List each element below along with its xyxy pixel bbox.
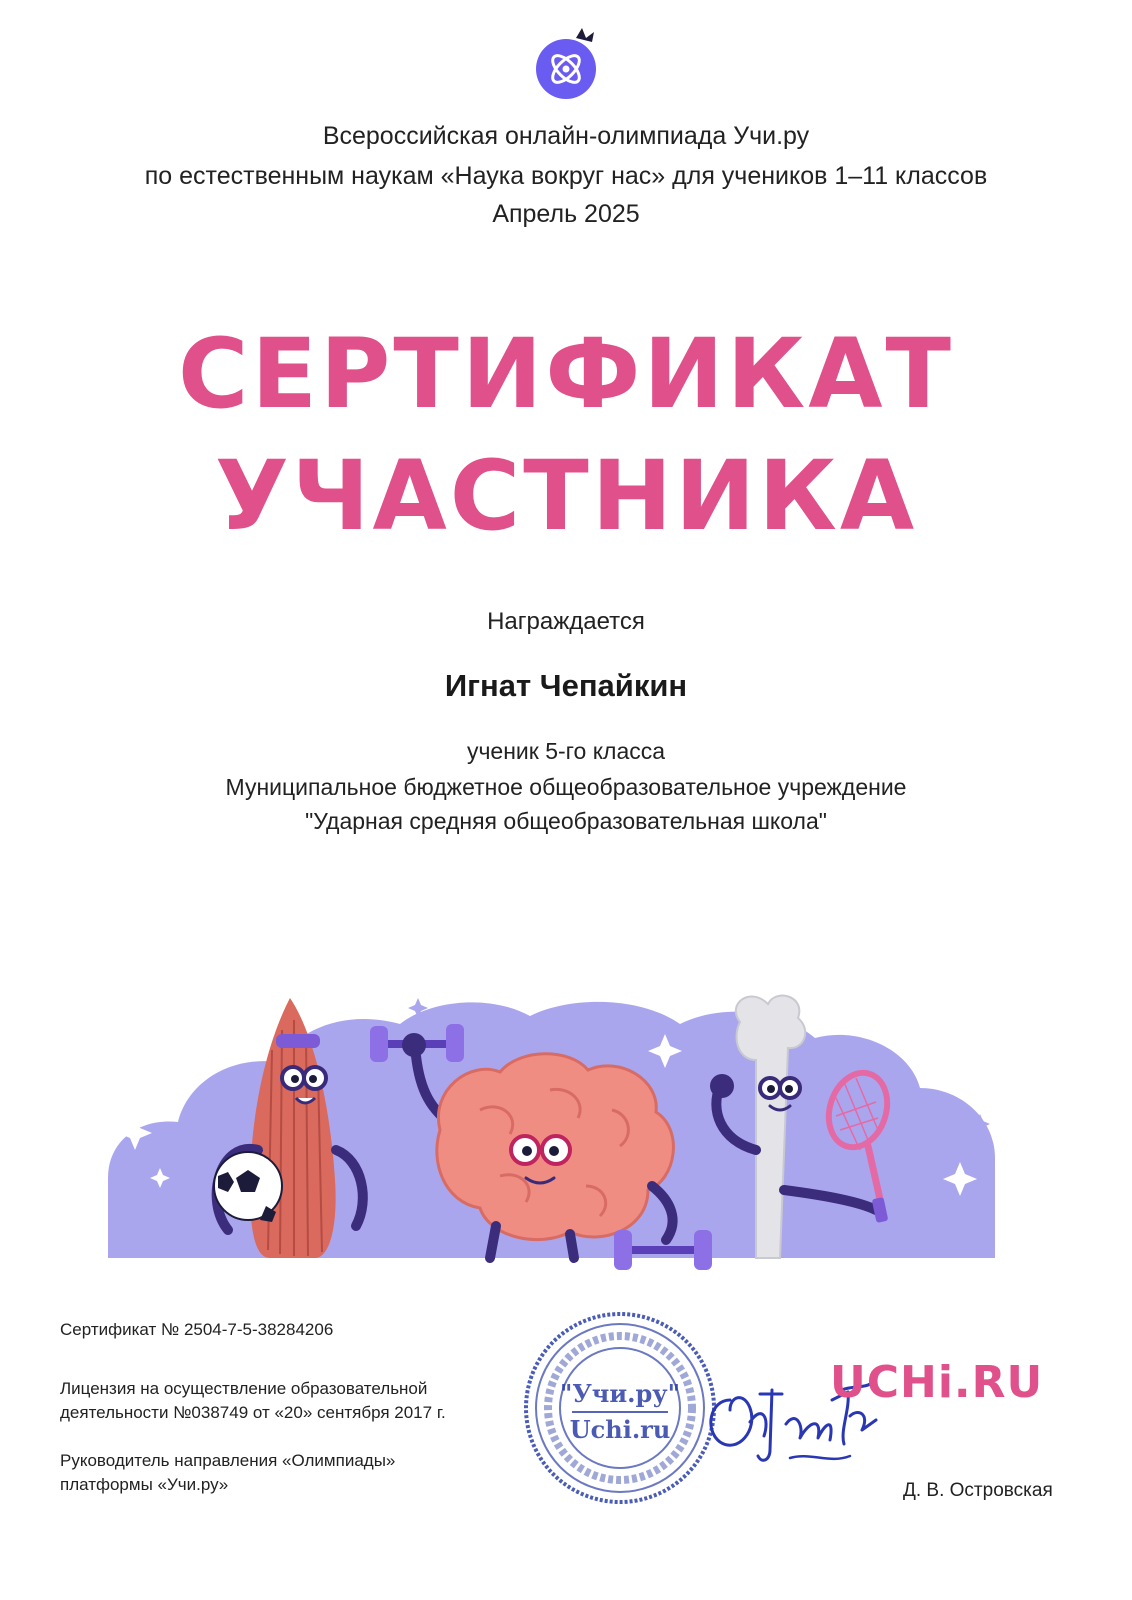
signer-name: Д. В. Островская bbox=[903, 1480, 1053, 1501]
brand-logo: UCHi.RU bbox=[830, 1357, 1044, 1408]
head-title-line-1: Руководитель направления «Олимпиады» bbox=[60, 1451, 396, 1470]
award-label: Награждается bbox=[487, 608, 645, 635]
atom-logo-icon bbox=[532, 26, 604, 100]
license-line-2: деятельности №038749 от «20» сентября 2017 г. bbox=[60, 1403, 446, 1422]
certificate-subtitle: УЧАСТНИКА bbox=[214, 440, 918, 552]
certificate-title: СЕРТИФИКАТ bbox=[177, 318, 954, 430]
recipient-name: Игнат Чепайкин bbox=[444, 668, 688, 703]
stamp-text-line-2: Uchi.ru bbox=[569, 1415, 671, 1444]
institution-line-1: Муниципальное бюджетное общеобразовательное учреждение bbox=[225, 774, 907, 800]
olympiad-subject: по естественным наукам «Наука вокруг нас» для учеников 1–11 классов bbox=[144, 162, 988, 190]
institution-line-2: "Ударная средняя общеобразовательная школа" bbox=[305, 808, 827, 834]
certificate-number: Сертификат № 2504-7-5-38284206 bbox=[60, 1320, 334, 1339]
stamp-text-line-1: "Учи.ру" bbox=[559, 1379, 681, 1408]
olympiad-title: Всероссийская онлайн-олимпиада Учи.ру bbox=[322, 122, 810, 150]
official-stamp bbox=[520, 1308, 720, 1508]
license-line-1: Лицензия на осуществление образовательной bbox=[60, 1379, 428, 1398]
recipient-grade: ученик 5-го класса bbox=[466, 738, 666, 764]
olympiad-date: Апрель 2025 bbox=[492, 200, 640, 228]
head-title-line-2: платформы «Учи.ру» bbox=[60, 1475, 229, 1494]
science-mascots-illustration bbox=[100, 990, 1030, 1290]
